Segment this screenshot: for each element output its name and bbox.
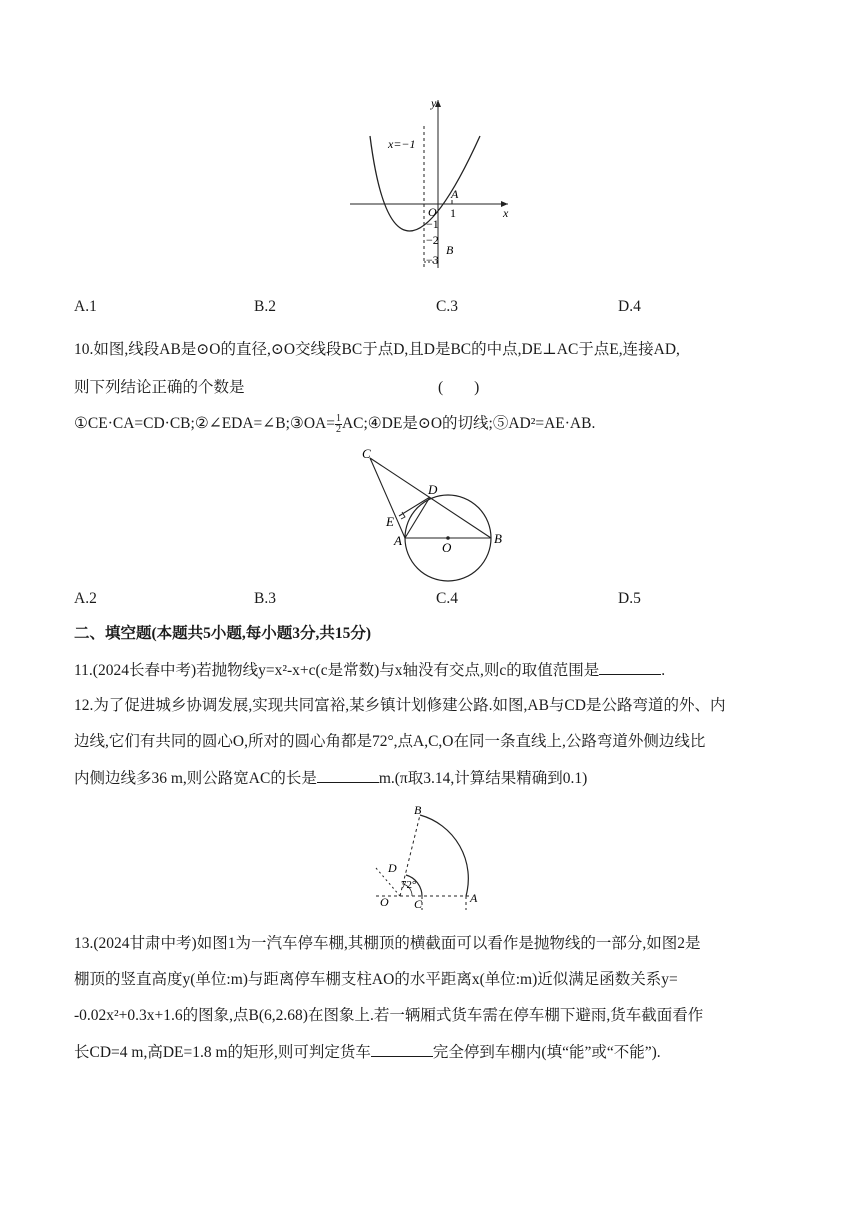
point-c-label: C	[362, 448, 371, 461]
tick-1-label: 1	[450, 206, 456, 220]
center-o-label: O	[380, 895, 389, 909]
q12-line-1: 12.为了促进城乡协调发展,实现共同富裕,某乡镇计划修建公路.如图,AB与CD是公路弯道的外、内	[74, 697, 726, 714]
point-c-label: C	[414, 897, 423, 911]
fraction-denominator: 2	[335, 424, 341, 435]
q11-text: 11.(2024长春中考)若抛物线y=x²-x+c(c是常数)与x轴没有交点,则c的取值范围是	[74, 662, 600, 679]
point-a-label: A	[470, 891, 478, 905]
q13-answer-blank[interactable]	[371, 1042, 433, 1057]
y-axis-label: y	[431, 96, 437, 110]
q10-line-1: 10.如图,线段AB是⊙O的直径,⊙O交线段BC于点D,且D是BC的中点,DE⊥AC于点E,连接AD,	[74, 341, 680, 358]
point-b-label: B	[494, 531, 502, 546]
q10-line-2: 则下列结论正确的个数是	[74, 379, 245, 396]
angle-label: 72°	[401, 879, 417, 891]
q13-text-part-1: 长CD=4 m,高DE=1.8 m的矩形,则可判定货车	[74, 1044, 371, 1061]
q9-option-c[interactable]: C.3	[436, 298, 458, 315]
tick-neg1-label: −1	[426, 217, 439, 231]
q13-line-2: 棚顶的竖直高度y(单位:m)与距离停车棚支柱AO的水平距离x(单位:m)近似满足函数关系y=	[74, 971, 678, 988]
q13-line-4	[74, 1042, 661, 1063]
q9-option-d[interactable]: D.4	[618, 298, 641, 315]
q10-option-d[interactable]: D.5	[618, 590, 641, 607]
point-e-label: E	[386, 514, 394, 529]
road-curve-figure	[370, 802, 490, 914]
q11-line	[74, 660, 665, 681]
q12-text-part-1: 内侧边线多36 m,则公路宽AC的长是	[74, 770, 317, 787]
symmetry-axis-label: x=−1	[388, 137, 416, 151]
q10-option-b[interactable]: B.3	[254, 590, 276, 607]
q10-option-a[interactable]: A.2	[74, 590, 97, 607]
circle-figure	[356, 448, 516, 588]
section-heading-fill-in: 二、填空题(本题共5小题,每小题3分,共15分)	[74, 625, 372, 642]
q9-option-a[interactable]: A.1	[74, 298, 97, 315]
q11-answer-blank[interactable]	[599, 660, 661, 675]
q11-end: .	[661, 662, 666, 679]
tick-neg3-label: −3	[426, 253, 439, 267]
q12-line-3	[74, 768, 587, 789]
q10-option-c[interactable]: C.4	[436, 590, 458, 607]
q13-line-3: -0.02x²+0.3x+1.6的图象,点B(6,2.68)在图象上.若一辆厢式货车需在停车棚下避雨,货车截面看作	[74, 1007, 704, 1024]
q12-answer-blank[interactable]	[317, 768, 379, 783]
fraction-numerator: 1	[335, 413, 341, 424]
q10-answer-paren: ( )	[438, 379, 480, 396]
point-b-label: B	[446, 243, 454, 257]
q12-text-part-2: m.(π取3.14,计算结果精确到0.1)	[378, 770, 588, 787]
q10-statements-part-2: AC;④DE是⊙O的切线;⑤AD²=AE·AB.	[341, 415, 596, 433]
q13-text-part-2: 完全停到车棚内(填“能”或“不能”).	[432, 1044, 661, 1061]
center-o-label: O	[442, 540, 452, 555]
tick-neg2-label: −2	[426, 233, 439, 247]
fraction-one-half	[335, 414, 342, 435]
x-axis-label: x	[503, 206, 509, 220]
q12-line-2: 边线,它们有共同的圆心O,所对的圆心角都是72°,点A,C,O在同一条直线上,公路弯道外侧边线比	[74, 733, 706, 750]
point-a-label: A	[394, 533, 402, 548]
parabola-figure	[340, 92, 520, 272]
q10-statements-part-1: ①CE·CA=CD·CB;②∠EDA=∠B;③OA=	[74, 415, 335, 433]
origin-label: O	[428, 205, 437, 219]
q10-line-3	[74, 414, 595, 435]
q9-option-b[interactable]: B.2	[254, 298, 276, 315]
q13-line-1: 13.(2024甘肃中考)如图1为一汽车停车棚,其棚顶的横截面可以看作是抛物线的一部分,如图2是	[74, 935, 701, 952]
point-b-label: B	[414, 803, 422, 817]
point-a-label: A	[451, 187, 459, 201]
point-d-label: D	[428, 482, 438, 497]
point-d-label: D	[388, 861, 397, 875]
